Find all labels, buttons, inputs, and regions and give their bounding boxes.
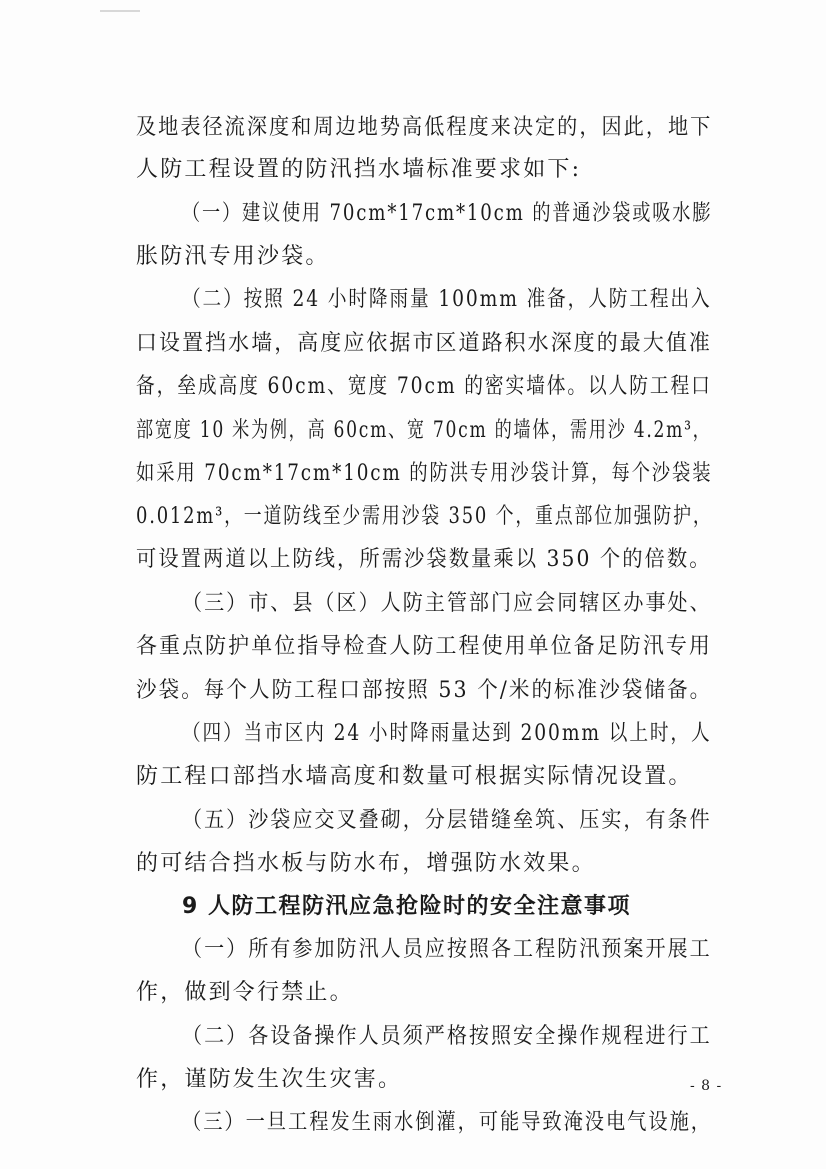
text-line: 防工程口部挡水墙高度和数量可根据实际情况设置。 [136, 764, 693, 789]
page-number: - 8 - [690, 1078, 723, 1094]
text-line: （四）当市区内 24 小时降雨量达到 200mm 以上时，人 [182, 721, 712, 746]
text-line: 部宽度 10 米为例，高 60cm、宽 70cm 的墙体，需用沙 4.2m³， [136, 418, 712, 443]
text-line: 的可结合挡水板与防水布，增强防水效果。 [136, 851, 596, 876]
text-line: （二）按照 24 小时降雨量 100mm 准备，人防工程出入 [182, 287, 712, 312]
text-line: （一）所有参加防汛人员应按照各工程防汛预案开展工 [182, 937, 712, 962]
text-line: 人防工程设置的防汛挡水墙标准要求如下: [136, 157, 582, 182]
text-line: （三）一旦工程发生雨水倒灌，可能导致淹没电气设施， [182, 1110, 712, 1135]
text-line: 0.012m³，一道防线至少需用沙袋 350 个，重点部位加强防护， [136, 504, 713, 529]
text-line: 胀防汛专用沙袋。 [136, 244, 330, 269]
text-line: （三）市、县（区）人防主管部门应会同辖区办事处、 [182, 591, 712, 616]
text-line: 口设置挡水墙，高度应依据市区道路积水深度的最大值准 [136, 331, 712, 356]
text-line: 作，做到令行禁止。 [136, 980, 354, 1005]
section-heading: 9 人防工程防汛应急抢险时的安全注意事项 [182, 894, 631, 919]
text-line: 及地表径流深度和周边地势高低程度来决定的，因此，地下 [136, 115, 713, 140]
scan-artifact [100, 10, 140, 12]
text-line: 作，谨防发生次生灾害。 [136, 1067, 403, 1092]
text-line: （五）沙袋应交叉叠砌，分层错缝垒筑、压实，有条件 [182, 808, 712, 833]
text-line: 可设置两道以上防线，所需沙袋数量乘以 350 个的倍数。 [136, 547, 712, 572]
text-line: 沙袋。每个人防工程口部按照 53 个/米的标准沙袋储备。 [136, 678, 713, 703]
text-line: （一）建议使用 70cm*17cm*10cm 的普通沙袋或吸水膨 [182, 201, 713, 226]
text-line: 备，垒成高度 60cm、宽度 70cm 的密实墙体。以人防工程口 [136, 374, 712, 399]
text-line: 各重点防护单位指导检查人防工程使用单位备足防汛专用 [136, 634, 712, 659]
text-line: （二）各设备操作人员须严格按照安全操作规程进行工 [182, 1024, 712, 1049]
text-line: 如采用 70cm*17cm*10cm 的防洪专用沙袋计算，每个沙袋装 [136, 461, 713, 486]
